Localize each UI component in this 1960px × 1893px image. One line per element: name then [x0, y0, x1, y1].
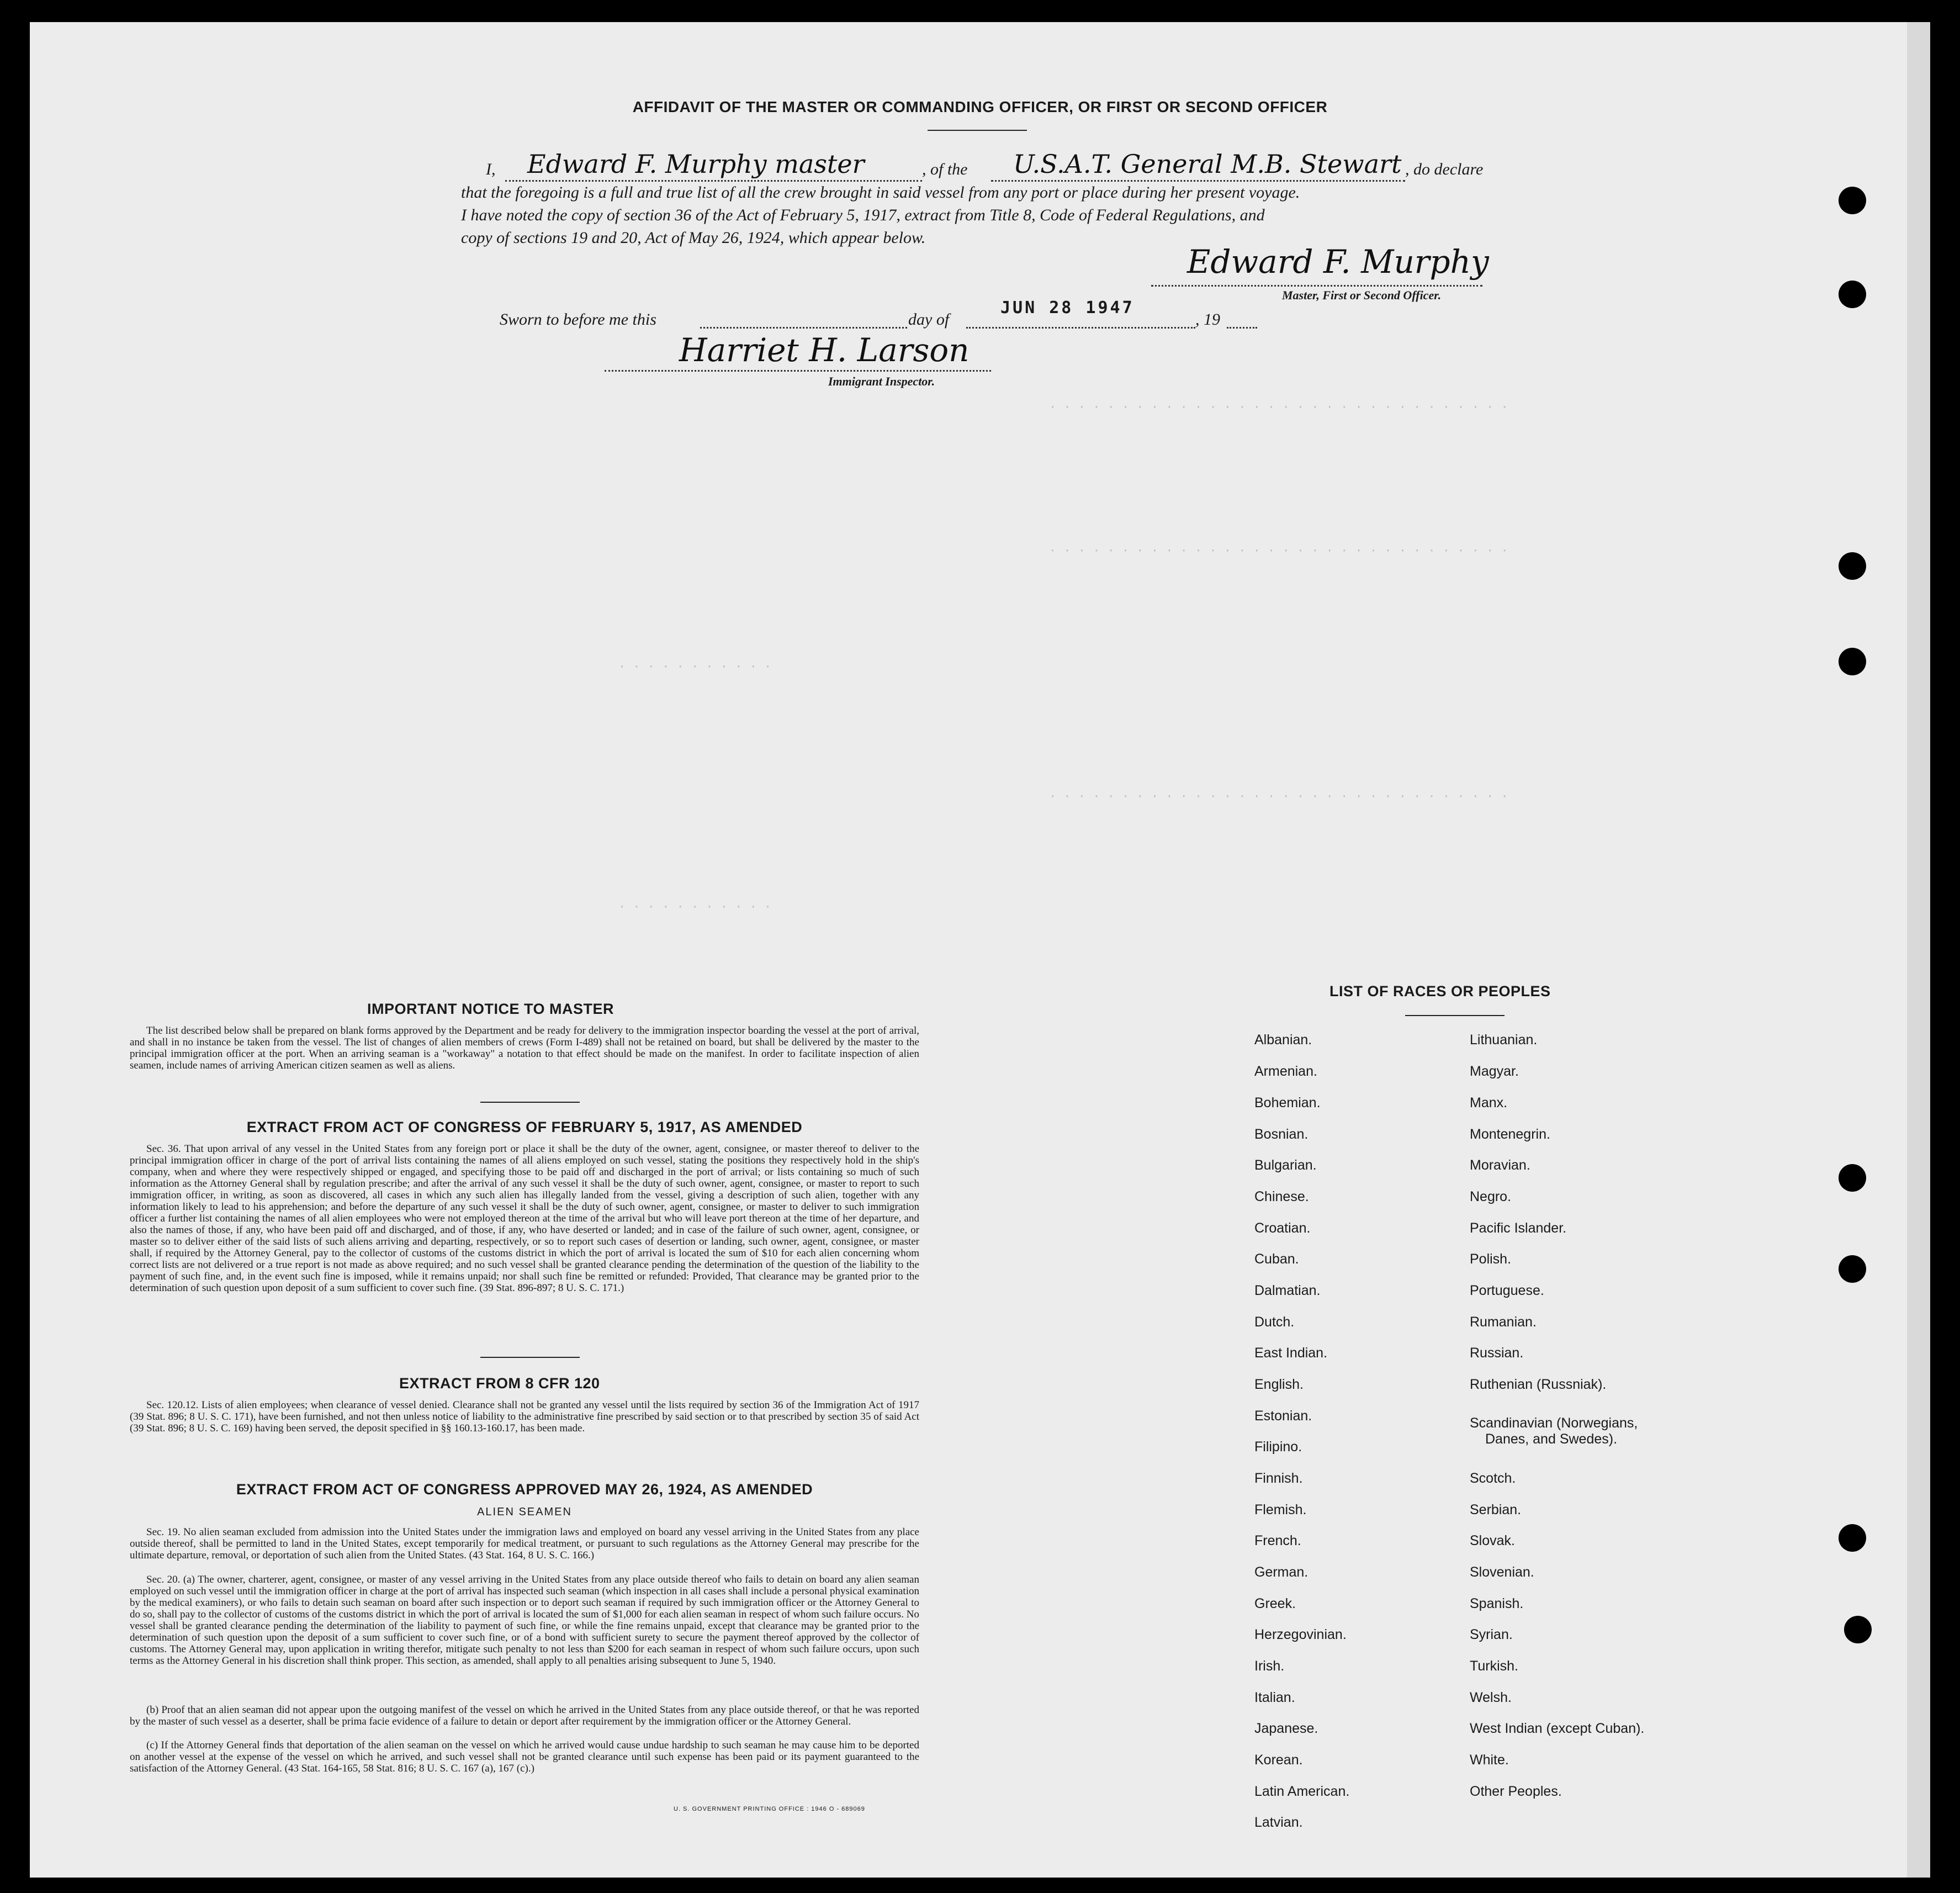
race-item: Italian.	[1254, 1690, 1295, 1705]
day-of-text: day of	[908, 310, 950, 329]
race-item: Ruthenian (Russniak).	[1470, 1377, 1607, 1392]
race-item: Scotch.	[1470, 1471, 1516, 1486]
race-item: Dalmatian.	[1254, 1283, 1321, 1298]
race-item: White.	[1470, 1752, 1509, 1768]
race-item: Spanish.	[1470, 1596, 1524, 1611]
race-item: Montenegrin.	[1470, 1127, 1550, 1142]
sworn-date-stamp: JUN 28 1947	[1000, 298, 1135, 318]
punch-hole	[1839, 552, 1866, 580]
race-item: German.	[1254, 1564, 1309, 1580]
punch-hole	[1839, 1524, 1866, 1552]
race-item: Welsh.	[1470, 1690, 1512, 1705]
master-signature: Edward F. Murphy	[1187, 243, 1489, 281]
race-item: Cuban.	[1254, 1251, 1299, 1267]
race-item: Korean.	[1254, 1752, 1303, 1768]
race-item: Dutch.	[1254, 1314, 1295, 1330]
alien-seamen-subtitle: ALIEN SEAMEN	[477, 1506, 572, 1518]
race-item: Manx.	[1470, 1095, 1508, 1111]
race-item: Finnish.	[1254, 1471, 1303, 1486]
do-declare-text: , do declare	[1405, 160, 1484, 178]
affidavit-title: AFFIDAVIT OF THE MASTER OR COMMANDING OFFICER, OR FIRST OR SECOND OFFICER	[632, 98, 1328, 115]
declaration-line-2: that the foregoing is a full and true list of all the crew brought in said vessel from any port or place during her present voyage.	[461, 183, 1300, 202]
sworn-prefix-text: Sworn to before me this	[500, 310, 656, 329]
race-item: Slovenian.	[1470, 1564, 1534, 1580]
section-divider	[480, 1357, 580, 1358]
race-item: Lithuanian.	[1470, 1032, 1538, 1048]
page-edge	[1907, 22, 1930, 1878]
bleed-through-marks: · · · · · · · · · · · · · · · · · · · · · · · · · · · · · · · ·	[1049, 400, 1508, 414]
punch-hole	[1839, 281, 1866, 308]
vessel-name-handwritten: U.S.A.T. General M.B. Stewart	[1013, 149, 1402, 179]
printing-office-footer: U. S. GOVERNMENT PRINTING OFFICE : 1946 O - 689069	[674, 1806, 865, 1812]
declaration-line-3: I have noted the copy of section 36 of the Act of February 5, 1917, extract from Title 8, Code of Federal Regulations, and	[461, 206, 1265, 224]
race-item: Bosnian.	[1254, 1127, 1309, 1142]
master-name-handwritten: Edward F. Murphy master	[527, 149, 865, 179]
pronoun-text: I,	[486, 160, 496, 178]
extract-1924-sec20c: (c) If the Attorney General finds that deportation of the alien seaman on the vessel on which he arrived would cause undue hardship to such seaman he may cause him to be deported on another vessel at the expense of the vessel on which he arrived, and such vessel shall not be granted clearance until such expense has been paid or its payment guaranteed to the satisfaction of the Attorney General. (43 Stat. 164-165, 58 Stat. 816; 8 U. S. C. 167 (a), 167 (c).)	[130, 1739, 919, 1774]
punch-hole	[1839, 1164, 1866, 1192]
race-item: Rumanian.	[1470, 1314, 1537, 1330]
race-item: Negro.	[1470, 1189, 1512, 1204]
race-item: Bulgarian.	[1254, 1157, 1317, 1173]
extract-1924-title: EXTRACT FROM ACT OF CONGRESS APPROVED MAY 26, 1924, AS AMENDED	[236, 1481, 813, 1498]
race-item: Polish.	[1470, 1251, 1512, 1267]
sworn-day-line	[700, 327, 907, 329]
bleed-through-marks: · · · · · · · · · · · · · · · · · · · · · · · · · · · · · · · ·	[1049, 790, 1508, 803]
punch-hole	[1839, 1255, 1866, 1283]
race-item: English.	[1254, 1377, 1304, 1392]
races-title: LIST OF RACES OR PEOPLES	[1329, 983, 1551, 1000]
inspector-signature-line	[605, 370, 991, 372]
race-item: French.	[1254, 1533, 1301, 1548]
race-item: Bohemian.	[1254, 1095, 1321, 1111]
extract-8cfr-title: EXTRACT FROM 8 CFR 120	[399, 1375, 600, 1392]
race-item: Portuguese.	[1470, 1283, 1544, 1298]
race-item: Armenian.	[1254, 1064, 1317, 1079]
race-item: Filipino.	[1254, 1439, 1302, 1455]
race-item: Danes, and Swedes).	[1485, 1431, 1618, 1447]
race-item: Albanian.	[1254, 1032, 1312, 1048]
inspector-signature-caption: Immigrant Inspector.	[828, 374, 935, 388]
inspector-signature: Harriet H. Larson	[679, 331, 970, 369]
bleed-through-marks: · · · · · · · · · · ·	[618, 660, 772, 674]
race-item: Greek.	[1254, 1596, 1296, 1611]
master-signature-line	[1151, 285, 1482, 287]
race-item: Magyar.	[1470, 1064, 1519, 1079]
race-item: Latvian.	[1254, 1815, 1303, 1830]
year-prefix-text: , 19	[1195, 310, 1220, 329]
race-item: West Indian (except Cuban).	[1470, 1721, 1645, 1736]
extract-1917-body: Sec. 36. That upon arrival of any vessel in the United States from any foreign port or place it shall be the duty of the owner, agent, consignee, or master thereof to deliver to the principal immigration officer in charge of the port of arrival lists containing the names of all aliens employed on such vessel, stating the positions they respectively hold in the ship's company, when and where they were respectively shipped or engaged, and specifying those to be paid off and discharged in the port of arrival; or lists containing so much of such information as the Attorney General shall by regulation prescribe; and after the arrival of any such vessel it shall be the duty of such owner, agent, consignee, or master to report to such immigration officer, in writing, as soon as discovered, all cases in which any such alien has illegally landed from the vessel, giving a description of such alien, together with any information likely to lead to his apprehension; and before the departure of any such vessel it shall be the duty of such owner, agent, consignee, or master to deliver to such immigration officer a further list containing the names of all alien employees who were not employed thereon at the time of the arrival but who will leave port thereon at the time of her departure, and also the names of those, if any, who have been paid off and discharged, and of those, if any, who have deserted or landed; and in case of the failure of such owner, agent, consignee, or master so to deliver either of the said lists of such aliens arriving and departing, respectively, or so to report such cases of desertion or landing, such owner, agent, consignee, or master shall, if required by the Attorney General, pay to the collector of customs of the customs district in which the port of arrival is located the sum of $10 for each alien concerning whom correct lists are not delivered or a true report is not made as above required; and no such vessel shall be granted clearance pending the determination of the question of the liability to the payment of such fine, and, in the event such fine is imposed, while it remains unpaid; nor shall such fine be remitted or refunded: Provided, That clearance may be granted prior to the determination of such question upon deposit of a sum sufficient to cover such fine. (39 Stat. 896-897; 8 U. S. C. 171.)	[130, 1143, 919, 1294]
bleed-through-marks: · · · · · · · · · · ·	[618, 900, 772, 914]
race-item: Pacific Islander.	[1470, 1220, 1567, 1236]
race-item: Flemish.	[1254, 1502, 1307, 1517]
vessel-name-line	[991, 180, 1405, 182]
notice-title: IMPORTANT NOTICE TO MASTER	[367, 1001, 614, 1017]
extract-1924-sec20a: Sec. 20. (a) The owner, charterer, agent, consignee, or master of any vessel arriving in the United States from any place outside thereof who fails to detain on board any alien seaman employed on such vessel until the immigration officer in charge at the port of arrival has inspected such seaman (which inspection in all cases shall include a personal physical examination by the medical examiners), or who fails to detain such seaman on board after such inspection or to deport such seaman if required by such immigration officer or the Attorney General to do so, shall pay to the collector of customs of the customs district in which the port of arrival is located the sum of $1,000 for each alien seaman in respect of whom such failure occurs. No vessel shall be granted clearance pending the determination of the liability to payment of such fine, or while the fine remains unpaid, except that clearance may be granted prior to the determination of such question upon the deposit of a sum sufficient to cover such fine, or of a bond with sufficient surety to secure the payment thereof approved by the collector of customs. The Attorney General may, upon application in writing therefor, mitigate such penalty to not less than $200 for each seaman in respect of whom such failure occurs, upon such terms as the Attorney General in his discretion shall think proper. This section, as amended, shall apply to all penalties arising subsequent to June 5, 1940.	[130, 1574, 919, 1667]
punch-hole	[1839, 648, 1866, 675]
punch-hole	[1844, 1616, 1872, 1643]
extract-1917-title: EXTRACT FROM ACT OF CONGRESS OF FEBRUARY 5, 1917, AS AMENDED	[246, 1119, 803, 1135]
master-signature-caption: Master, First or Second Officer.	[1282, 288, 1442, 302]
race-item: Croatian.	[1254, 1220, 1311, 1236]
race-item: Irish.	[1254, 1658, 1285, 1674]
sworn-month-line	[966, 327, 1195, 329]
master-name-line	[505, 180, 922, 182]
race-item: Estonian.	[1254, 1408, 1312, 1424]
race-item: Syrian.	[1470, 1627, 1513, 1642]
of-the-text: , of the	[922, 160, 968, 178]
title-divider	[928, 130, 1027, 131]
notice-body: The list described below shall be prepared on blank forms approved by the Department and be ready for delivery to the immigration inspector boarding the vessel at the port of arrival, and shall in no instance be taken from the vessel. The list of changes of alien members of crews (Form I-489) shall not be retained on board, but shall be delivered by the master to the principal immigration officer at the port. When an arriving seaman is a "workaway" a notation to that effect should be made on the manifest. In order to facilitate inspection of alien seamen, include names of arriving American citizen seamen as well as aliens.	[130, 1025, 919, 1071]
race-item: Slovak.	[1470, 1533, 1515, 1548]
race-item: Scandinavian (Norwegians,	[1470, 1415, 1638, 1431]
race-item: Japanese.	[1254, 1721, 1318, 1736]
punch-hole	[1839, 187, 1866, 214]
race-item: Latin American.	[1254, 1784, 1350, 1799]
race-item: Chinese.	[1254, 1189, 1309, 1204]
races-title-divider	[1405, 1015, 1505, 1016]
extract-1924-sec19: Sec. 19. No alien seaman excluded from admission into the United States under the immigration laws and employed on board any vessel arriving in the United States from any place outside thereof, shall be permitted to land in the United States, except temporarily for medical treatment, or pursuant to such regulations as the Attorney General may prescribe for the ultimate departure, removal, or deportation of such alien from the United States. (43 Stat. 164, 8 U. S. C. 166.)	[130, 1526, 919, 1561]
declaration-line-4: copy of sections 19 and 20, Act of May 26, 1924, which appear below.	[461, 229, 926, 247]
extract-8cfr-body: Sec. 120.12. Lists of alien employees; when clearance of vessel denied. Clearance shall not be granted any vessel until the lists required by section 36 of the Immigration Act of 1917 (39 Stat. 896; 8 U. S. C. 171), have been furnished, and not then unless notice of liability to the administrative fine prescribed by said section or to that prescribed by section 35 of said Act (39 Stat. 896; 8 U. S. C. 169) having been served, the deposit specified in §§ 160.13-160.17, has been made.	[130, 1399, 919, 1434]
race-item: Russian.	[1470, 1345, 1524, 1361]
race-item: East Indian.	[1254, 1345, 1328, 1361]
race-item: Serbian.	[1470, 1502, 1522, 1517]
sworn-year-line	[1227, 327, 1257, 329]
bleed-through-marks: · · · · · · · · · · · · · · · · · · · · · · · · · · · · · · · ·	[1049, 544, 1508, 558]
extract-1924-sec20b: (b) Proof that an alien seaman did not appear upon the outgoing manifest of the vessel on which he arrived in the United States from any place outside thereof, or that he was reported by the master of such vessel as a deserter, shall be prima facie evidence of a failure to detain or deport after requirement by the immigration officer or the Attorney General.	[130, 1704, 919, 1727]
race-item: Other Peoples.	[1470, 1784, 1562, 1799]
race-item: Herzegovinian.	[1254, 1627, 1347, 1642]
race-item: Moravian.	[1470, 1157, 1530, 1173]
section-divider	[480, 1102, 580, 1103]
race-item: Turkish.	[1470, 1658, 1518, 1674]
